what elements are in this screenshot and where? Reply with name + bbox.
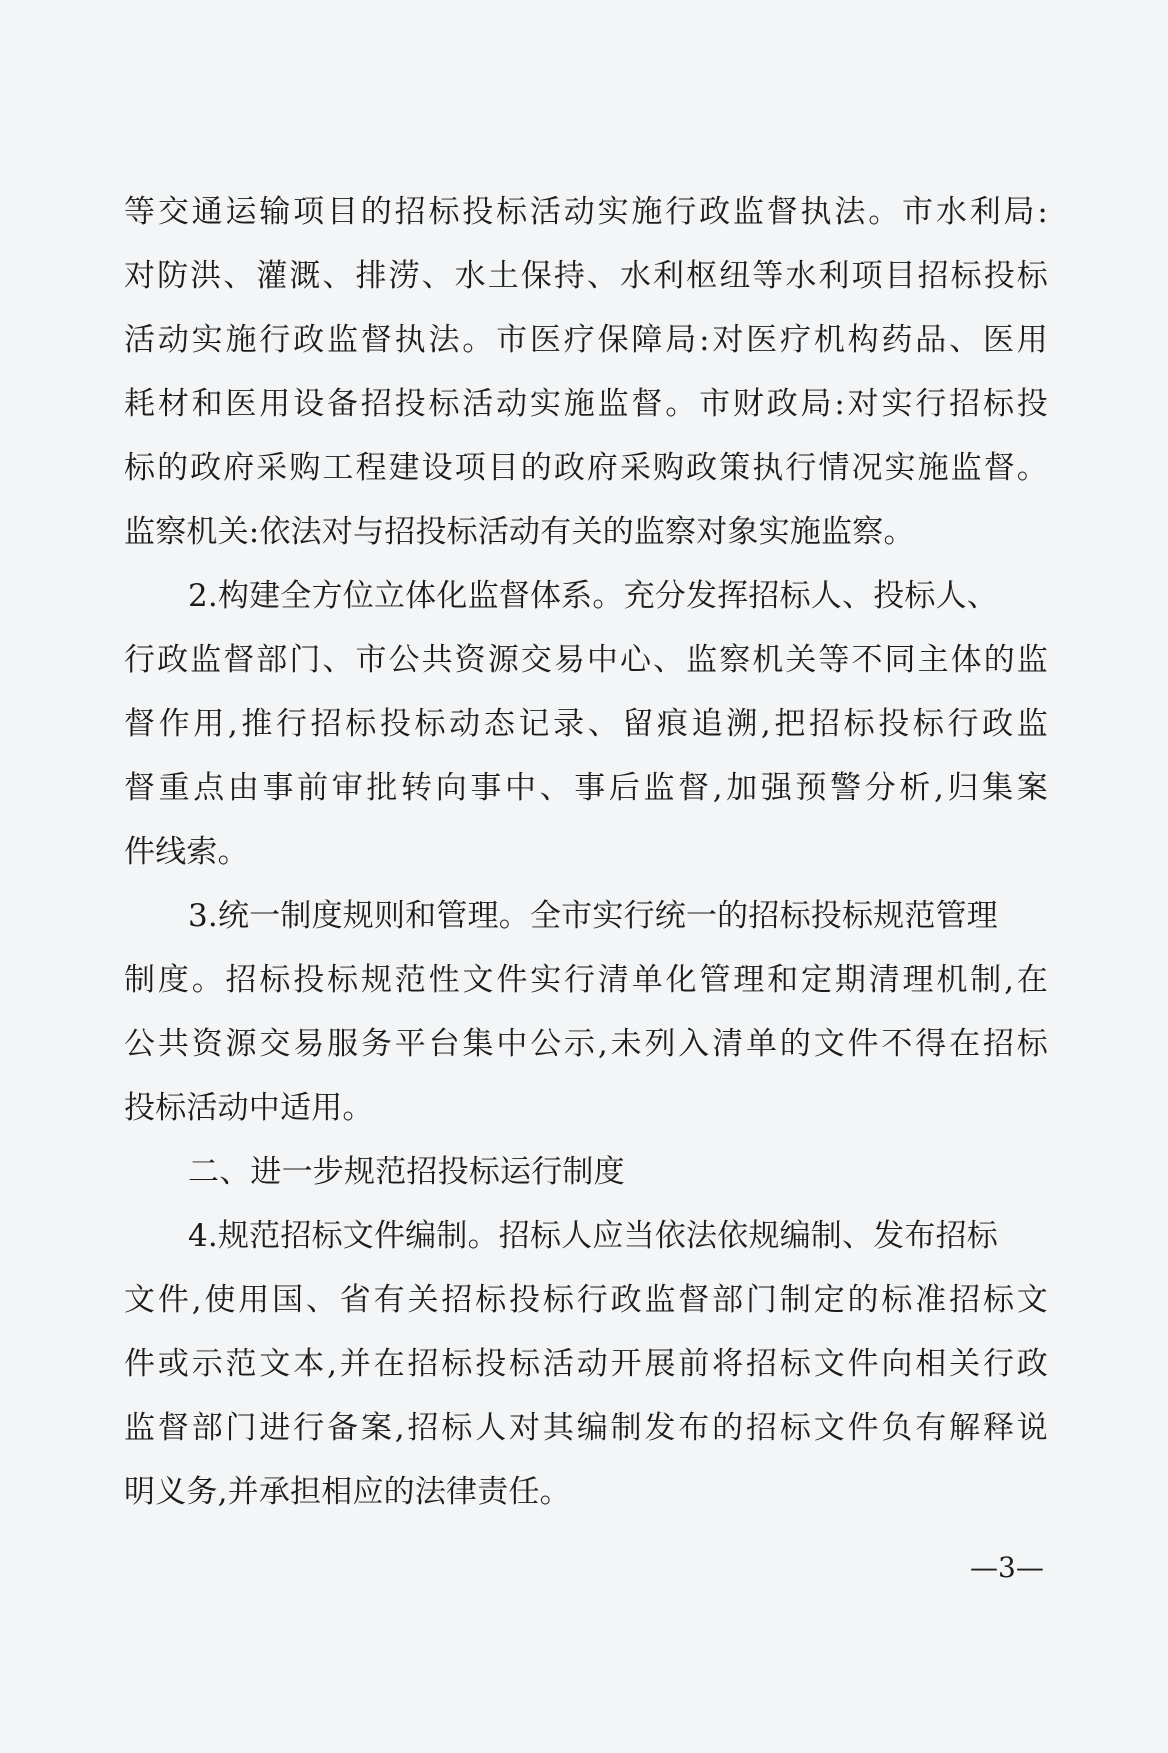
text-line: 监察机关:依法对与招投标活动有关的监察对象实施监察。 bbox=[124, 514, 915, 550]
text-line: 文件,使用国、省有关招标投标行政监督部门制定的标准招标文 bbox=[124, 1282, 1048, 1318]
paragraph-start-line: 2.构建全方位立体化监督体系。充分发挥招标人、投标人、 bbox=[188, 578, 998, 614]
text-line: 督作用,推行招标投标动态记录、留痕追溯,把招标投标行政监 bbox=[124, 706, 1048, 742]
text-line: 制度。招标投标规范性文件实行清单化管理和定期清理机制,在 bbox=[124, 962, 1048, 998]
document-body bbox=[124, 180, 1048, 1524]
page-number: —3— bbox=[970, 1551, 1044, 1584]
text-line: 件或示范文本,并在招标投标活动开展前将招标文件向相关行政 bbox=[124, 1346, 1048, 1382]
paragraph-start-line: 4.规范招标文件编制。招标人应当依法依规编制、发布招标 bbox=[188, 1218, 998, 1254]
text-line: 公共资源交易服务平台集中公示,未列入清单的文件不得在招标 bbox=[124, 1026, 1048, 1062]
text-line: 耗材和医用设备招投标活动实施监督。市财政局:对实行招标投 bbox=[124, 386, 1048, 422]
text-line: 件线索。 bbox=[124, 834, 249, 870]
text-line: 投标活动中适用。 bbox=[124, 1090, 374, 1126]
text-line: 监督部门进行备案,招标人对其编制发布的招标文件负有解释说 bbox=[124, 1410, 1048, 1446]
text-line: 活动实施行政监督执法。市医疗保障局:对医疗机构药品、医用 bbox=[124, 322, 1048, 358]
text-line: 明义务,并承担相应的法律责任。 bbox=[124, 1474, 571, 1510]
text-line: 对防洪、灌溉、排涝、水土保持、水利枢纽等水利项目招标投标 bbox=[124, 258, 1048, 294]
text-line: 等交通运输项目的招标投标活动实施行政监督执法。市水利局: bbox=[124, 194, 1048, 230]
section-heading: 二、进一步规范招投标运行制度 bbox=[188, 1154, 625, 1190]
text-line: 标的政府采购工程建设项目的政府采购政策执行情况实施监督。 bbox=[124, 450, 1048, 486]
text-line: 督重点由事前审批转向事中、事后监督,加强预警分析,归集案 bbox=[124, 770, 1048, 806]
paragraph-start-line: 3.统一制度规则和管理。全市实行统一的招标投标规范管理 bbox=[188, 898, 998, 934]
text-line: 行政监督部门、市公共资源交易中心、监察机关等不同主体的监 bbox=[124, 642, 1048, 678]
